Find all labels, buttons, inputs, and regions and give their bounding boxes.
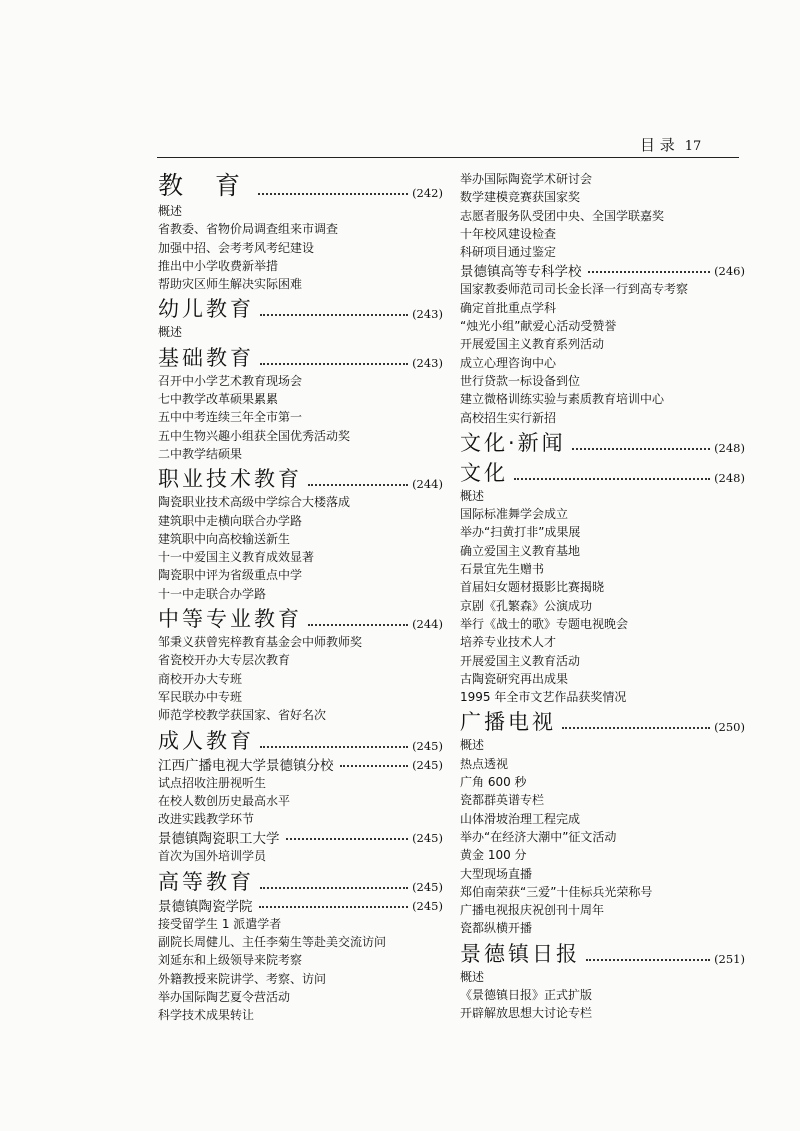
dot-leader [260, 746, 408, 748]
toc-item: 概述 [460, 738, 485, 753]
toc-item: 举行《战士的歌》专题电视晚会 [460, 616, 629, 631]
toc-item: 帮助灾区师生解决实际困难 [158, 277, 303, 292]
toc-item: 十一中爱国主义教育成效显著 [158, 550, 315, 565]
toc-item: 加强中招、会考考风考纪建设 [158, 240, 315, 255]
toc-item: 概述 [460, 488, 485, 503]
toc-heading-title: 景德镇高等专科学校 [460, 264, 582, 281]
toc-heading-title: 广播电视 [460, 710, 556, 735]
toc-item: 古陶瓷研究再出成果 [460, 671, 569, 686]
toc-item: 培养专业技术人才 [460, 635, 557, 650]
toc-item: 科学技术成果转让 [158, 1008, 255, 1023]
dot-leader [340, 765, 409, 767]
toc-heading-title: 职业技术教育 [158, 467, 302, 492]
toc-heading-title: 景德镇日报 [460, 941, 580, 966]
header-title: 目 录 [640, 136, 675, 154]
toc-page-ref: (250) [714, 720, 745, 735]
page-number: 17 [684, 139, 702, 154]
dot-leader [562, 727, 710, 729]
toc-item: 省教委、省物价局调查组来市调查 [158, 222, 339, 237]
toc-item: 召开中小学艺术教育现场会 [158, 373, 303, 388]
toc-item: 黄金 100 分 [460, 848, 527, 863]
toc-item: 数学建模竞赛获国家奖 [460, 190, 581, 205]
page-header [640, 134, 701, 155]
toc-page-ref: (245) [412, 831, 443, 846]
toc-item: 首届妇女题材摄影比赛揭晓 [460, 580, 605, 595]
toc-item: 国际标准舞学会成立 [460, 507, 569, 522]
toc-heading-title: 景德镇陶瓷学院 [158, 898, 253, 915]
toc-item: 改进实践教学环节 [158, 812, 255, 827]
toc-item: 建筑职中走横向联合办学路 [158, 513, 303, 528]
toc-heading [158, 342, 443, 372]
dot-leader [308, 484, 408, 486]
toc-page-ref: (248) [714, 470, 745, 485]
toc-item: 军民联办中专班 [158, 689, 243, 704]
toc-item: 《景德镇日报》正式扩版 [460, 987, 593, 1002]
toc-item: 陶瓷职中评为省级重点中学 [158, 568, 303, 583]
toc-item: 试点招收注册视听生 [158, 775, 267, 790]
toc-heading [460, 427, 745, 457]
toc-page-ref: (245) [412, 757, 443, 772]
toc-item: 成立心理咨询中心 [460, 355, 557, 370]
toc-item: 开展爱国主义教育活动 [460, 653, 581, 668]
toc-item: 郑伯南荣获“三爱”十佳标兵光荣称号 [460, 884, 653, 899]
toc-item: 广角 600 秒 [460, 775, 527, 790]
toc-item: 师范学校教学获国家、省好名次 [158, 708, 327, 723]
toc-subheading [158, 896, 443, 915]
toc-item: 刘延东和上级领导来院考察 [158, 953, 303, 968]
toc-subheading [158, 755, 443, 774]
toc-heading [158, 725, 443, 755]
toc-left-column [158, 170, 443, 1025]
toc-item: 确立爱国主义教育基地 [460, 543, 581, 558]
toc-subheading [460, 261, 745, 280]
toc-item: 举办国际陶艺夏令营活动 [158, 989, 291, 1004]
toc-page-ref: (244) [412, 477, 443, 492]
toc-heading [460, 938, 745, 968]
toc-page-ref: (244) [412, 617, 443, 632]
dot-leader [286, 838, 409, 840]
toc-item: 副院长周健儿、主任李菊生等赴美交流访问 [158, 935, 387, 950]
toc-item: 概述 [158, 204, 183, 218]
toc-page-ref: (243) [412, 355, 443, 370]
toc-heading-title: 江西广播电视大学景德镇分校 [158, 757, 334, 774]
toc-subheading [158, 828, 443, 847]
dot-leader [260, 363, 408, 365]
dot-leader [588, 271, 711, 273]
dot-leader [308, 624, 408, 626]
toc-item: 七中教学改革硕果累累 [158, 392, 279, 407]
toc-item: 瓷都纵横开播 [460, 921, 533, 936]
dot-leader [514, 478, 710, 480]
toc-heading [460, 706, 745, 736]
toc-item: 十年校风建设检查 [460, 226, 557, 241]
toc-item: 五中中考连续三年全市第一 [158, 410, 303, 425]
dot-leader [260, 314, 408, 316]
toc-page-ref: (245) [412, 879, 443, 894]
toc-page-ref: (245) [412, 898, 443, 913]
toc-item: 开辟解放思想大讨论专栏 [460, 1006, 593, 1021]
toc-item: 二中教学结硕果 [158, 446, 243, 461]
toc-item: 五中生物兴趣小组获全国优秀活动奖 [158, 428, 351, 443]
toc-item: 商校开办大专班 [158, 671, 243, 686]
toc-heading-title: 教 育 [158, 171, 252, 200]
toc-item: 举办国际陶瓷学术研讨会 [460, 172, 593, 186]
toc-item: 接受留学生 1 派遣学者 [158, 916, 282, 931]
toc-page-ref: (251) [714, 951, 745, 966]
toc-heading [158, 463, 443, 493]
toc-heading [158, 866, 443, 896]
dot-leader [586, 959, 710, 961]
toc-item: 概述 [158, 325, 183, 340]
toc-item: 热点透视 [460, 756, 509, 771]
toc-item: 概述 [460, 969, 485, 984]
toc-page-ref: (242) [412, 186, 443, 200]
toc-item: 广播电视报庆祝创刊十周年 [460, 903, 605, 918]
dot-leader [258, 193, 408, 195]
toc-item: 十一中走联合办学路 [158, 586, 267, 601]
toc-heading-title: 成人教育 [158, 728, 254, 753]
toc-item: 国家教委师范司司长金长泽一行到高专考察 [460, 282, 689, 297]
toc-right-column [460, 170, 745, 1023]
toc-item: 省瓷校开办大专层次教育 [158, 653, 291, 668]
toc-page-ref: (246) [714, 264, 745, 279]
toc-page-ref: (243) [412, 307, 443, 322]
toc-heading-title: 中等专业教育 [158, 607, 302, 632]
toc-page-ref: (248) [714, 440, 745, 455]
dot-leader [259, 906, 409, 908]
toc-item: 首次为国外培训学员 [158, 849, 267, 864]
toc-item: 志愿者服务队受团中央、全国学联嘉奖 [460, 208, 665, 223]
dot-leader [260, 887, 408, 889]
toc-item: 山体滑坡治理工程完成 [460, 811, 581, 826]
toc-heading-title: 景德镇陶瓷职工大学 [158, 831, 280, 848]
toc-heading-title: 基础教育 [158, 345, 254, 370]
toc-item: “烛光小组”献爱心活动受赞誉 [460, 319, 617, 334]
toc-heading-title: 幼儿教育 [158, 297, 254, 322]
dot-leader [572, 448, 710, 450]
toc-item: 瓷都群英谱专栏 [460, 793, 545, 808]
toc-item: 举办“扫黄打非”成果展 [460, 525, 581, 540]
toc-item: 推出中小学收费新举措 [158, 258, 279, 273]
header-rule [157, 157, 739, 158]
toc-item: 大型现场直播 [460, 866, 533, 881]
toc-item: 陶瓷职业技术高级中学综合大楼落成 [158, 495, 351, 510]
toc-item: 高校招生实行新招 [460, 410, 557, 425]
toc-heading [460, 457, 745, 487]
toc-item: 邹秉义获曾宪梓教育基金会中师教师奖 [158, 635, 363, 650]
toc-item: 1995 年全市文艺作品获奖情况 [460, 690, 627, 705]
toc-item: 开展爱国主义教育系列活动 [460, 337, 605, 352]
toc-heading [158, 170, 443, 202]
toc-heading-title: 高等教育 [158, 869, 254, 894]
toc-heading-title: 文化 [460, 460, 508, 485]
toc-heading [158, 293, 443, 323]
toc-heading-title: 文化·新闻 [460, 430, 566, 455]
toc-item: 外籍教授来院讲学、考察、访问 [158, 971, 327, 986]
toc-item: 举办“在经济大潮中”征文活动 [460, 829, 617, 844]
toc-heading [158, 603, 443, 633]
toc-item: 在校人数创历史最高水平 [158, 793, 291, 808]
toc-page-ref: (245) [412, 738, 443, 753]
toc-item: 京剧《孔繁森》公演成功 [460, 598, 593, 613]
toc-item: 确定首批重点学科 [460, 300, 557, 315]
toc-item: 科研项目通过鉴定 [460, 245, 557, 260]
toc-item: 石景宜先生赠书 [460, 562, 545, 577]
toc-item: 建筑职中向高校输送新生 [158, 531, 291, 546]
toc-item: 建立微格训练实验与素质教育培训中心 [460, 392, 665, 407]
toc-item: 世行贷款一标设备到位 [460, 373, 581, 388]
